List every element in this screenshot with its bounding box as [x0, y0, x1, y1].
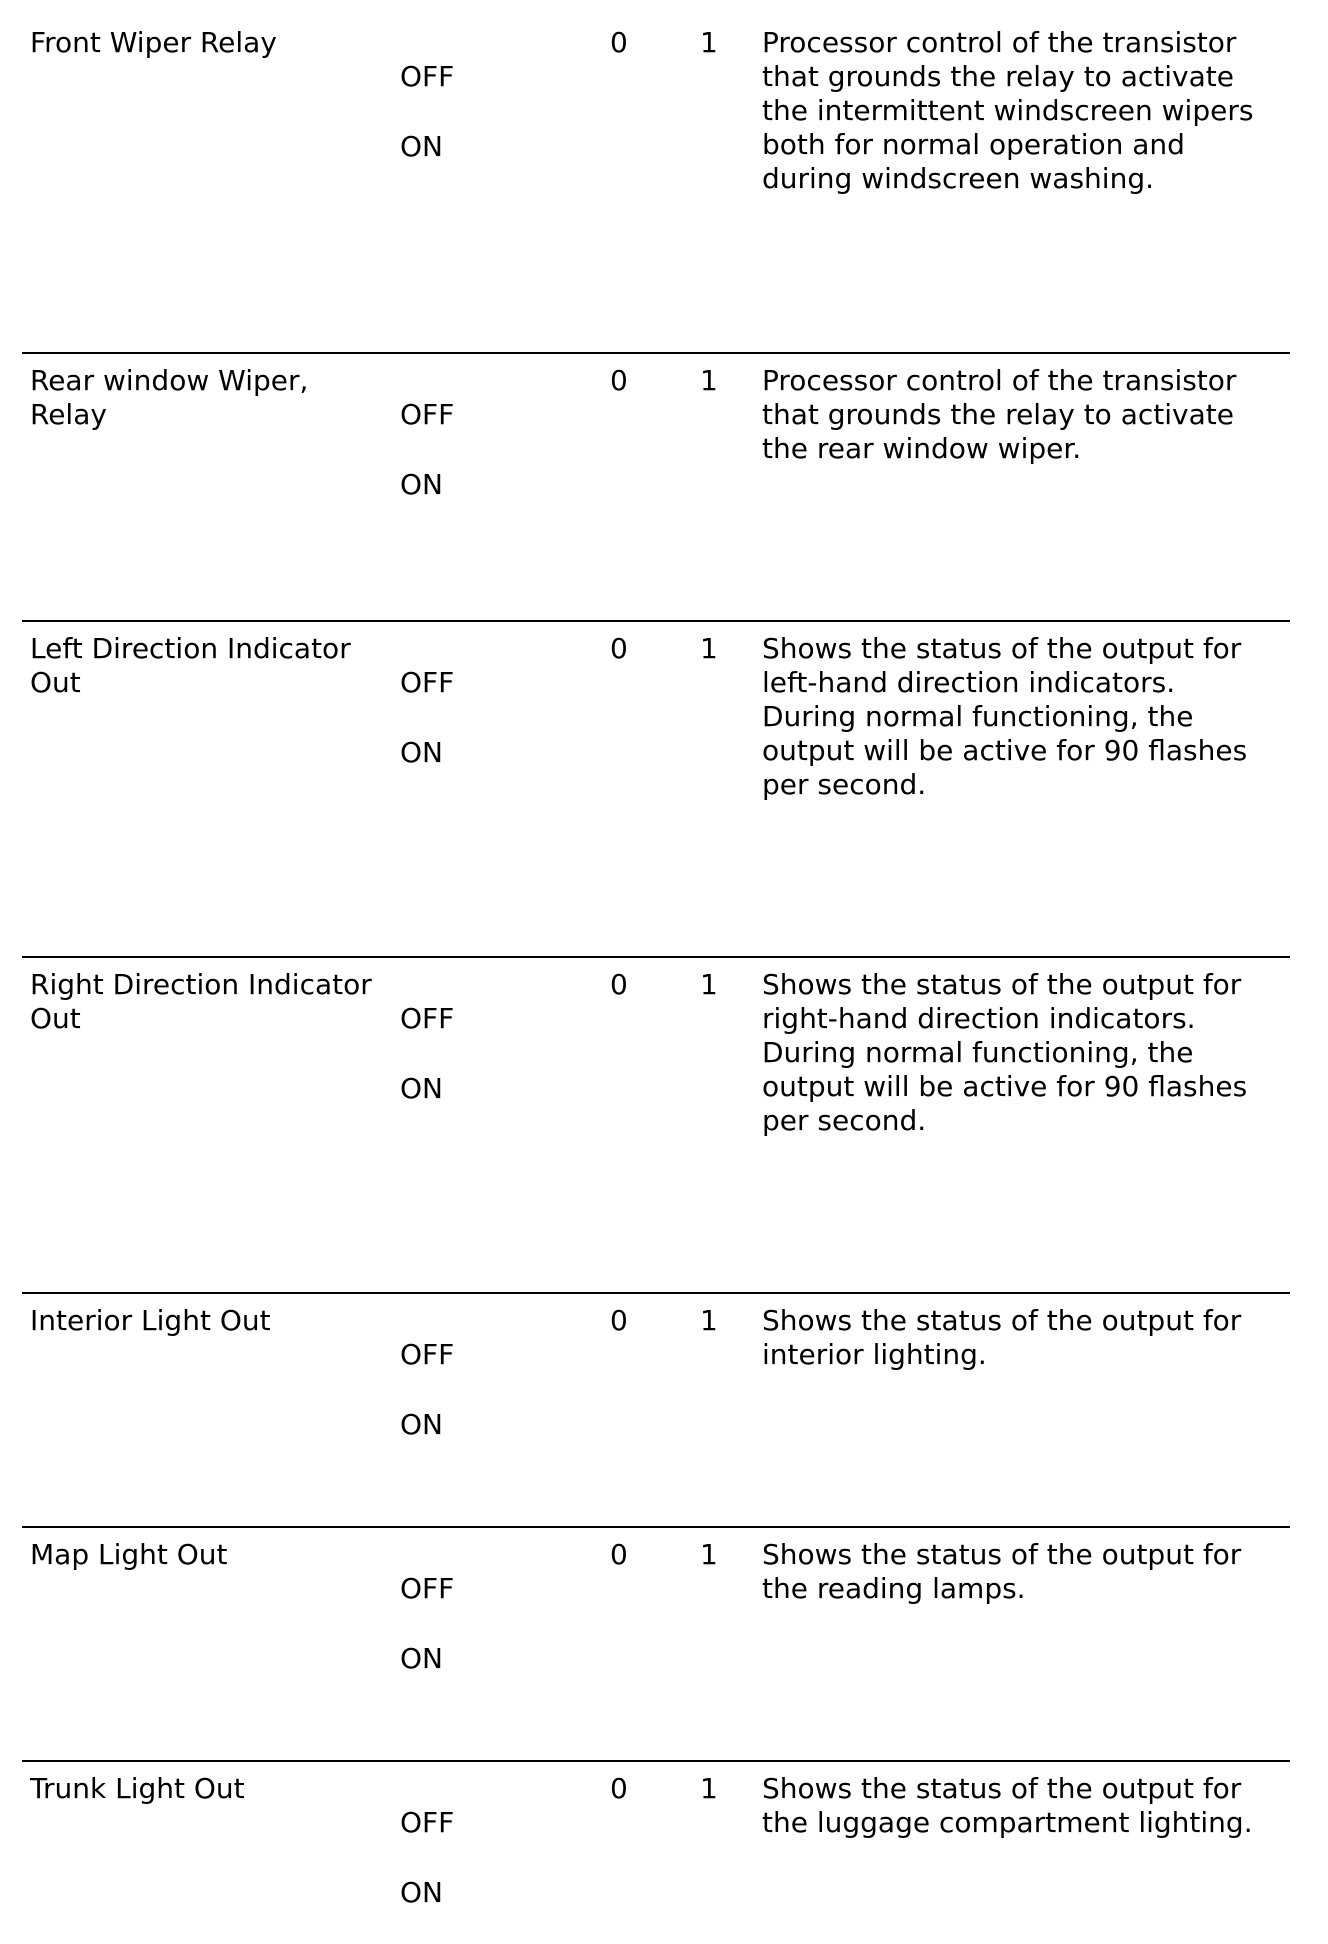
signal-name: Left Direction Indicator Out	[30, 632, 351, 699]
state-off: OFF	[400, 398, 455, 431]
signal-description: Shows the status of the output for interior lighting.	[762, 1304, 1242, 1371]
table-row	[22, 26, 1290, 352]
state-on: ON	[400, 1072, 443, 1105]
state-on: ON	[400, 468, 443, 501]
table-row	[22, 620, 1290, 958]
signal-description: Shows the status of the output for the luggage compartment lighting.	[762, 1772, 1253, 1839]
state-values	[400, 632, 520, 804]
state-values	[400, 968, 520, 1140]
signal-description: Shows the status of the output for right-hand direction indicators. During normal functioning, the output will be active for 90 flashes per second.	[762, 968, 1248, 1137]
value-on: 1	[700, 1304, 718, 1337]
state-off: OFF	[400, 60, 455, 93]
signal-name: Interior Light Out	[30, 1304, 271, 1337]
value-on: 1	[700, 26, 718, 59]
state-on: ON	[400, 1642, 443, 1675]
value-off: 0	[610, 1538, 628, 1571]
value-off: 0	[610, 26, 628, 59]
value-off: 0	[610, 1772, 628, 1805]
state-values	[400, 1304, 520, 1476]
value-off: 0	[610, 364, 628, 397]
signal-name: Rear window Wiper, Relay	[30, 364, 309, 431]
value-on: 1	[700, 1538, 718, 1571]
state-values	[400, 1772, 520, 1944]
state-off: OFF	[400, 1002, 455, 1035]
state-off: OFF	[400, 1572, 455, 1605]
signal-name: Trunk Light Out	[30, 1772, 245, 1805]
table-row	[22, 352, 1290, 622]
table-row	[22, 1292, 1290, 1528]
state-values	[400, 26, 520, 198]
state-off: OFF	[400, 1806, 455, 1839]
state-off: OFF	[400, 1338, 455, 1371]
signal-name: Map Light Out	[30, 1538, 228, 1571]
value-on: 1	[700, 1772, 718, 1805]
signal-name: Front Wiper Relay	[30, 26, 277, 59]
value-off: 0	[610, 632, 628, 665]
signal-description: Processor control of the transistor that grounds the relay to activate the intermittent windscreen wipers both for normal operation and during windscreen washing.	[762, 26, 1254, 195]
state-on: ON	[400, 1408, 443, 1441]
table-row	[22, 956, 1290, 1294]
state-on: ON	[400, 736, 443, 769]
state-off: OFF	[400, 666, 455, 699]
state-values	[400, 364, 520, 536]
signal-description: Shows the status of the output for left-hand direction indicators. During normal functioning, the output will be active for 90 flashes per second.	[762, 632, 1248, 801]
state-on: ON	[400, 1876, 443, 1909]
signal-description: Processor control of the transistor that grounds the relay to activate the rear window wiper.	[762, 364, 1237, 465]
state-on: ON	[400, 130, 443, 163]
value-off: 0	[610, 1304, 628, 1337]
value-on: 1	[700, 364, 718, 397]
table-row	[22, 1760, 1290, 1909]
value-on: 1	[700, 632, 718, 665]
value-off: 0	[610, 968, 628, 1001]
signal-description: Shows the status of the output for the reading lamps.	[762, 1538, 1242, 1605]
value-on: 1	[700, 968, 718, 1001]
signal-name: Right Direction Indicator Out	[30, 968, 372, 1035]
state-values	[400, 1538, 520, 1710]
table-row	[22, 1526, 1290, 1762]
